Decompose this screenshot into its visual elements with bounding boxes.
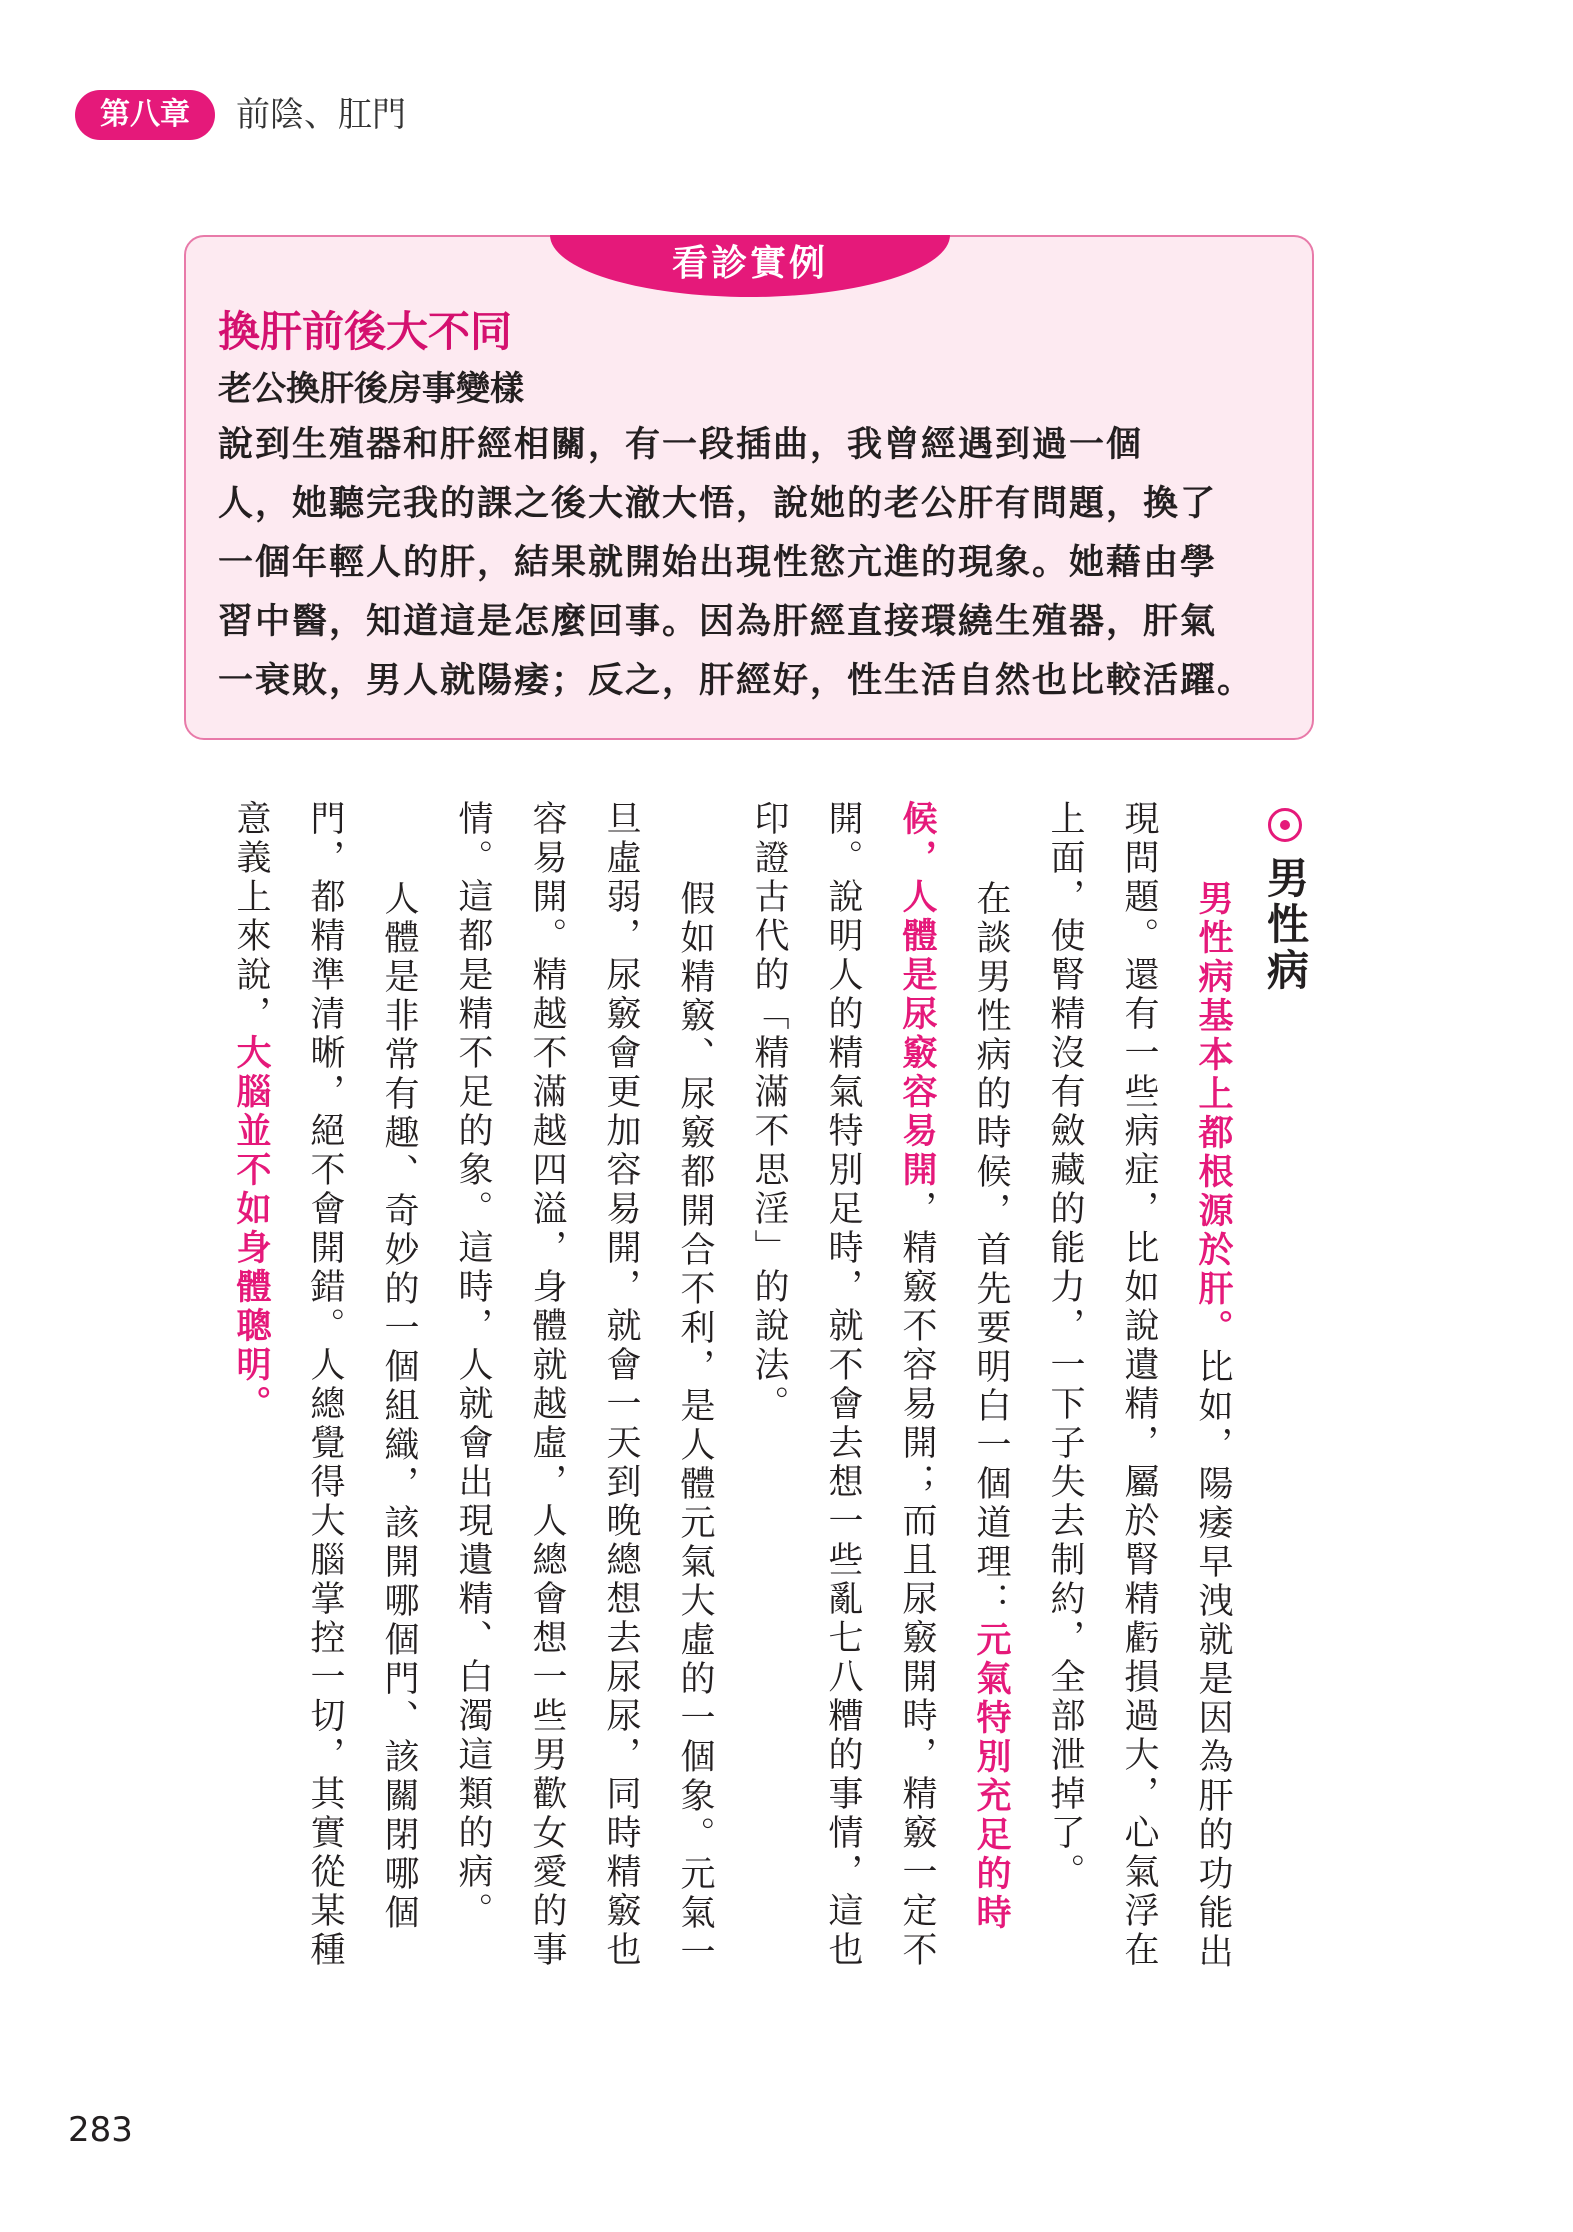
column-text: 情。這都是精不足的象。這時，人就會出現遺精、白濁這類的病。 — [453, 800, 493, 1931]
column-text: 比如，陽痿早洩就是因為肝的功能出 — [1193, 1348, 1233, 1972]
column-text: 印證古代的「精滿不思淫」的說法。 — [749, 800, 789, 1424]
case-subtitle: 老公換肝後房事變樣 — [218, 369, 524, 409]
text-column-13 — [302, 800, 348, 1970]
chapter-name: 前陰、肛門 — [236, 95, 406, 135]
column-text: 假如精竅、尿竅都開合不利，是人體元氣大虛的一個象。元氣一 — [675, 880, 715, 1972]
column-text: 上面，使腎精沒有斂藏的能力，一下子失去制約，全部泄掉了。 — [1045, 800, 1085, 1892]
highlight-text: 大腦並不如身體聰明。 — [231, 1034, 271, 1424]
text-column-12 — [376, 880, 422, 1933]
text-column-7 — [746, 800, 792, 1424]
case-body-line: 習中醫，知道這是怎麼回事。因為肝經直接環繞生殖器，肝氣 — [218, 602, 1218, 642]
column-text: 人體是非常有趣、奇妙的一個組織，該開哪個門、該關閉哪個 — [379, 880, 419, 1933]
case-title: 換肝前後大不同 — [218, 307, 513, 356]
text-column-1 — [1190, 880, 1236, 1972]
column-text: 開。說明人的精氣特別足時，就不會去想一些亂七八糟的事情，這也 — [823, 800, 863, 1970]
text-column-8 — [672, 880, 718, 1972]
vertical-body — [0, 800, 1573, 2080]
text-column-9 — [598, 800, 644, 1970]
case-body-line: 一衰敗，男人就陽痿；反之，肝經好，性生活自然也比較活躍。 — [218, 661, 1255, 701]
text-column-5 — [894, 800, 940, 1970]
column-text: 旦虛弱，尿竅會更加容易開，就會一天到晚總想去尿尿，同時精竅也 — [601, 800, 641, 1970]
text-column-2 — [1116, 800, 1162, 1970]
column-text: 門，都精準清晰，絕不會開錯。人總覺得大腦掌控一切，其實從某種 — [305, 800, 345, 1970]
text-column-3 — [1042, 800, 1088, 1892]
text-column-10 — [524, 800, 570, 1970]
column-text: ，精竅不容易開；而且尿竅開時，精竅一定不 — [897, 1190, 937, 1970]
case-body-line: 說到生殖器和肝經相關，有一段插曲，我曾經遇到過一個 — [218, 425, 1144, 465]
text-column-11 — [450, 800, 496, 1931]
section-heading-text: 男性病 — [1261, 856, 1310, 994]
page-number: 283 — [68, 2110, 133, 2150]
highlight-text: 候，人體是尿竅容易開 — [897, 800, 937, 1190]
column-text: 意義上來說， — [231, 800, 271, 1034]
column-text: 在談男性病的時候，首先要明白一個道理： — [971, 880, 1011, 1621]
column-text: 容易開。精越不滿越四溢，身體就越虛，人總會想一些男歡女愛的事 — [527, 800, 567, 1970]
highlight-text: 元氣特別充足的時 — [971, 1621, 1011, 1933]
text-column-4 — [968, 880, 1014, 1933]
case-body-line: 人，她聽完我的課之後大澈大悟，說她的老公肝有問題，換了 — [218, 484, 1218, 524]
case-body-line: 一個年輕人的肝，結果就開始出現性慾亢進的現象。她藉由學 — [218, 543, 1218, 583]
highlight-text: 男性病基本上都根源於肝。 — [1193, 880, 1233, 1348]
text-column-14 — [228, 800, 274, 1424]
case-body — [218, 416, 1292, 711]
case-study-tab: 看診實例 — [550, 235, 950, 297]
chapter-tab: 第八章 — [75, 90, 215, 140]
column-text: 現問題。還有一些病症，比如說遺精，屬於腎精虧損過大，心氣浮在 — [1119, 800, 1159, 1970]
text-column-6 — [820, 800, 866, 1970]
